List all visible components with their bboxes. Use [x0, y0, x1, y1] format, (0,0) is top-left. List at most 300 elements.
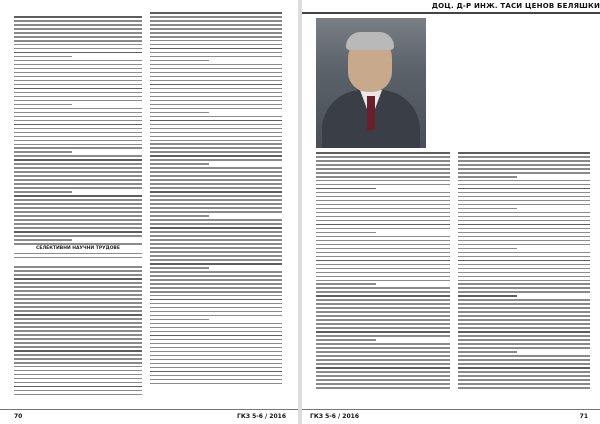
text-line	[14, 318, 142, 320]
text-line	[316, 303, 450, 305]
text-line	[14, 68, 142, 70]
text-line	[316, 212, 450, 214]
text-line	[14, 72, 142, 74]
text-line	[14, 294, 142, 296]
text-line	[150, 124, 282, 126]
text-line	[150, 295, 282, 297]
text-line	[14, 96, 142, 98]
text-line	[14, 144, 142, 146]
text-line	[150, 80, 282, 82]
text-line	[150, 48, 282, 50]
text-line	[150, 371, 282, 373]
text-line	[316, 347, 450, 349]
text-line	[150, 375, 282, 377]
text-line	[14, 338, 142, 340]
text-line	[14, 112, 142, 114]
text-line	[316, 355, 450, 357]
text-line	[458, 327, 590, 329]
text-line	[14, 286, 142, 288]
text-line	[150, 243, 282, 245]
right-footer	[302, 409, 600, 424]
text-line	[150, 183, 282, 185]
text-line	[14, 171, 142, 173]
text-line	[150, 52, 282, 54]
text-line	[458, 299, 590, 301]
text-line	[150, 163, 209, 165]
text-line	[316, 319, 450, 321]
text-line	[150, 175, 282, 177]
text-line	[458, 307, 590, 309]
text-line	[458, 343, 590, 345]
text-line	[14, 235, 142, 237]
text-line	[14, 140, 142, 142]
text-line	[150, 255, 282, 257]
text-line	[150, 32, 282, 34]
text-line	[14, 310, 142, 312]
text-line	[316, 379, 450, 381]
text-line	[150, 347, 282, 349]
text-line	[316, 383, 450, 385]
text-line	[150, 251, 282, 253]
text-line	[458, 387, 590, 389]
text-line	[316, 323, 450, 325]
text-line	[458, 180, 590, 182]
text-line	[14, 342, 142, 344]
text-line	[14, 219, 142, 221]
text-line	[14, 382, 142, 384]
left-page	[0, 0, 298, 424]
text-line	[14, 370, 142, 372]
text-line	[150, 315, 282, 317]
text-line	[316, 260, 450, 262]
text-line	[14, 159, 142, 161]
text-line	[14, 104, 72, 106]
text-line	[458, 379, 590, 381]
text-line	[150, 263, 282, 265]
text-line	[316, 156, 450, 158]
text-line	[316, 299, 450, 301]
text-line	[458, 383, 590, 385]
text-line	[14, 60, 142, 62]
text-line	[14, 128, 142, 130]
text-line	[316, 232, 376, 234]
text-line	[14, 358, 142, 360]
text-line	[150, 231, 282, 233]
text-line	[458, 367, 590, 369]
text-line	[316, 307, 450, 309]
text-line	[150, 136, 282, 138]
text-line	[150, 120, 282, 122]
text-line	[150, 140, 282, 142]
text-line	[458, 272, 590, 274]
text-line	[14, 147, 142, 149]
text-line	[150, 171, 282, 173]
text-line	[458, 280, 590, 282]
text-line	[150, 339, 282, 341]
text-line	[14, 270, 142, 272]
text-line	[14, 278, 142, 280]
text-line	[14, 199, 142, 201]
text-line	[150, 335, 282, 337]
text-line	[14, 282, 142, 284]
text-line	[14, 179, 142, 181]
text-line	[458, 276, 590, 278]
text-line	[150, 84, 282, 86]
text-line	[316, 375, 450, 377]
text-line	[316, 280, 450, 282]
text-line	[316, 208, 450, 210]
text-line	[14, 203, 142, 205]
text-line	[316, 244, 450, 246]
text-line	[458, 264, 590, 266]
portrait-photo	[316, 18, 426, 148]
text-line	[14, 290, 142, 292]
text-line	[14, 211, 142, 213]
text-line	[150, 287, 282, 289]
text-line	[316, 311, 450, 313]
text-line	[14, 44, 142, 46]
text-line	[14, 314, 142, 316]
text-line	[14, 350, 142, 352]
text-line	[150, 147, 282, 149]
text-line	[316, 184, 450, 186]
text-line	[150, 56, 282, 58]
text-line	[316, 363, 450, 365]
text-line	[14, 239, 72, 241]
text-line	[150, 179, 282, 181]
text-line	[150, 355, 282, 357]
text-line	[150, 215, 209, 217]
text-line	[14, 386, 142, 388]
text-line	[150, 199, 282, 201]
text-line	[14, 266, 142, 268]
text-line	[316, 228, 450, 230]
text-line	[14, 175, 142, 177]
heading-bar	[302, 12, 600, 14]
text-line	[150, 159, 282, 161]
text-line	[458, 224, 590, 226]
text-line	[14, 274, 142, 276]
text-line	[458, 351, 517, 353]
text-line	[14, 163, 142, 165]
text-line	[150, 307, 282, 309]
text-line	[458, 212, 590, 214]
text-line	[14, 36, 142, 38]
text-line	[150, 363, 282, 365]
text-line	[458, 371, 590, 373]
text-line	[458, 220, 590, 222]
text-line	[14, 116, 142, 118]
text-line	[14, 253, 142, 255]
page-number: 70	[14, 413, 23, 420]
text-line	[150, 112, 209, 114]
text-line	[316, 371, 450, 373]
text-line	[458, 291, 590, 293]
text-line	[14, 120, 142, 122]
text-line	[14, 354, 142, 356]
text-line	[14, 346, 142, 348]
text-line	[150, 271, 282, 273]
text-line	[14, 231, 142, 233]
text-line	[316, 276, 450, 278]
text-line	[150, 88, 282, 90]
text-line	[316, 295, 450, 297]
text-line	[316, 264, 450, 266]
text-line	[150, 28, 282, 30]
text-line	[150, 92, 282, 94]
text-line	[14, 88, 142, 90]
text-line	[316, 272, 450, 274]
text-line	[458, 331, 590, 333]
text-line	[14, 374, 142, 376]
text-line	[14, 223, 142, 225]
text-line	[14, 394, 142, 396]
text-line	[458, 188, 590, 190]
text-line	[150, 367, 282, 369]
text-line	[14, 378, 142, 380]
text-line	[14, 76, 142, 78]
text-line	[150, 24, 282, 26]
text-line	[458, 196, 590, 198]
text-line	[150, 343, 282, 345]
text-line	[150, 379, 282, 381]
text-line	[14, 28, 142, 30]
text-line	[150, 191, 282, 193]
text-line	[316, 164, 450, 166]
text-line	[150, 108, 282, 110]
text-line	[14, 136, 142, 138]
text-line	[150, 327, 282, 329]
text-line	[316, 216, 450, 218]
text-line	[14, 151, 72, 153]
text-line	[316, 256, 450, 258]
text-line	[458, 244, 590, 246]
text-line	[458, 315, 590, 317]
text-line	[14, 302, 142, 304]
text-line	[150, 143, 282, 145]
text-line	[14, 108, 142, 110]
text-line	[316, 283, 376, 285]
text-line	[150, 151, 282, 153]
text-line	[458, 339, 590, 341]
text-line	[14, 306, 142, 308]
text-line	[14, 24, 142, 26]
text-line	[458, 256, 590, 258]
text-line	[458, 335, 590, 337]
text-line	[150, 116, 282, 118]
text-line	[150, 359, 282, 361]
text-line	[150, 323, 282, 325]
text-line	[150, 219, 282, 221]
text-line	[458, 375, 590, 377]
text-line	[316, 351, 450, 353]
text-line	[14, 56, 72, 58]
text-line	[458, 311, 590, 313]
text-line	[14, 92, 142, 94]
text-line	[150, 128, 282, 130]
text-line	[150, 155, 282, 157]
text-line	[150, 76, 282, 78]
selected-works-heading: СЕЛЕКТИВНИ НАУЧНИ ТРУДОВЕ	[36, 246, 120, 251]
text-line	[458, 208, 517, 210]
text-line	[150, 195, 282, 197]
text-line	[14, 48, 142, 50]
text-line	[316, 387, 450, 389]
text-line	[316, 172, 450, 174]
text-line	[458, 303, 590, 305]
text-line	[150, 311, 282, 313]
text-line	[150, 36, 282, 38]
text-line	[316, 160, 450, 162]
text-line	[316, 343, 450, 345]
text-line	[458, 295, 517, 297]
text-line	[458, 268, 590, 270]
text-line	[458, 232, 590, 234]
text-line	[316, 248, 450, 250]
text-line	[14, 100, 142, 102]
text-line	[14, 362, 142, 364]
text-line	[14, 155, 142, 157]
text-line	[316, 196, 450, 198]
right-page-col2	[458, 152, 590, 396]
text-line	[150, 283, 282, 285]
text-line	[150, 319, 209, 321]
text-line	[150, 187, 282, 189]
text-line	[14, 191, 72, 193]
text-line	[316, 315, 450, 317]
text-line	[316, 176, 450, 178]
text-line	[458, 283, 590, 285]
text-line	[150, 383, 282, 385]
text-line	[316, 192, 450, 194]
text-line	[14, 64, 142, 66]
text-line	[14, 207, 142, 209]
author-heading: ДОЦ. Д-Р ИНЖ. ТАСИ ЦЕНОВ БЕЛЯШКИ	[431, 2, 600, 10]
text-line	[458, 236, 590, 238]
text-line	[14, 366, 142, 368]
text-line	[458, 319, 590, 321]
text-line	[150, 16, 282, 18]
text-line	[14, 330, 142, 332]
text-line	[150, 351, 282, 353]
text-line	[14, 215, 142, 217]
text-line	[316, 331, 450, 333]
text-line	[14, 195, 142, 197]
text-line	[14, 390, 142, 392]
text-line	[458, 323, 590, 325]
text-line	[150, 60, 209, 62]
text-line	[458, 160, 590, 162]
text-line	[316, 335, 450, 337]
text-line	[316, 220, 450, 222]
text-line	[150, 96, 282, 98]
text-line	[150, 303, 282, 305]
text-line	[316, 268, 450, 270]
text-line	[458, 355, 590, 357]
text-line	[14, 84, 142, 86]
text-line	[458, 363, 590, 365]
text-line	[316, 291, 450, 293]
text-line	[150, 259, 282, 261]
text-line	[14, 334, 142, 336]
text-line	[14, 80, 142, 82]
text-line	[14, 132, 142, 134]
text-line	[458, 347, 590, 349]
page-number: 71	[579, 413, 588, 420]
text-line	[316, 327, 450, 329]
text-line	[458, 152, 590, 154]
left-page-col1	[14, 16, 142, 396]
text-line	[458, 204, 590, 206]
left-page-col2	[150, 12, 282, 396]
text-line	[458, 156, 590, 158]
text-line	[316, 359, 450, 361]
text-line	[458, 228, 590, 230]
text-line	[150, 299, 282, 301]
text-line	[14, 257, 142, 259]
journal-label: ГКЗ 5-6 / 2016	[310, 413, 359, 420]
text-line	[150, 275, 282, 277]
text-line	[150, 223, 282, 225]
text-line	[316, 367, 450, 369]
text-line	[316, 200, 450, 202]
text-line	[316, 180, 450, 182]
text-line	[150, 291, 282, 293]
text-line	[150, 64, 282, 66]
text-line	[14, 16, 142, 18]
text-line	[316, 204, 450, 206]
text-line	[150, 211, 282, 213]
text-line	[150, 227, 282, 229]
text-line	[14, 52, 142, 54]
text-line	[316, 168, 450, 170]
text-line	[316, 339, 376, 341]
text-line	[458, 260, 590, 262]
text-line	[150, 12, 282, 14]
text-line	[458, 164, 590, 166]
right-page-col1	[316, 152, 450, 396]
text-line	[150, 104, 282, 106]
text-line	[316, 224, 450, 226]
text-line	[458, 172, 590, 174]
text-line	[14, 187, 142, 189]
text-line	[150, 267, 209, 269]
journal-label: ГКЗ 5-6 / 2016	[237, 413, 286, 420]
text-line	[14, 243, 142, 245]
text-line	[458, 176, 517, 178]
text-line	[458, 287, 590, 289]
text-line	[150, 44, 282, 46]
text-line	[150, 239, 282, 241]
text-line	[14, 298, 142, 300]
text-line	[150, 207, 282, 209]
text-line	[14, 322, 142, 324]
text-line	[316, 287, 450, 289]
text-line	[150, 100, 282, 102]
text-line	[150, 68, 282, 70]
right-page	[302, 0, 600, 424]
text-line	[316, 152, 450, 154]
text-line	[458, 184, 590, 186]
text-line	[150, 235, 282, 237]
text-line	[458, 240, 590, 242]
text-line	[14, 167, 142, 169]
text-line	[458, 200, 590, 202]
text-line	[14, 40, 142, 42]
text-line	[14, 227, 142, 229]
text-line	[14, 183, 142, 185]
text-line	[150, 203, 282, 205]
